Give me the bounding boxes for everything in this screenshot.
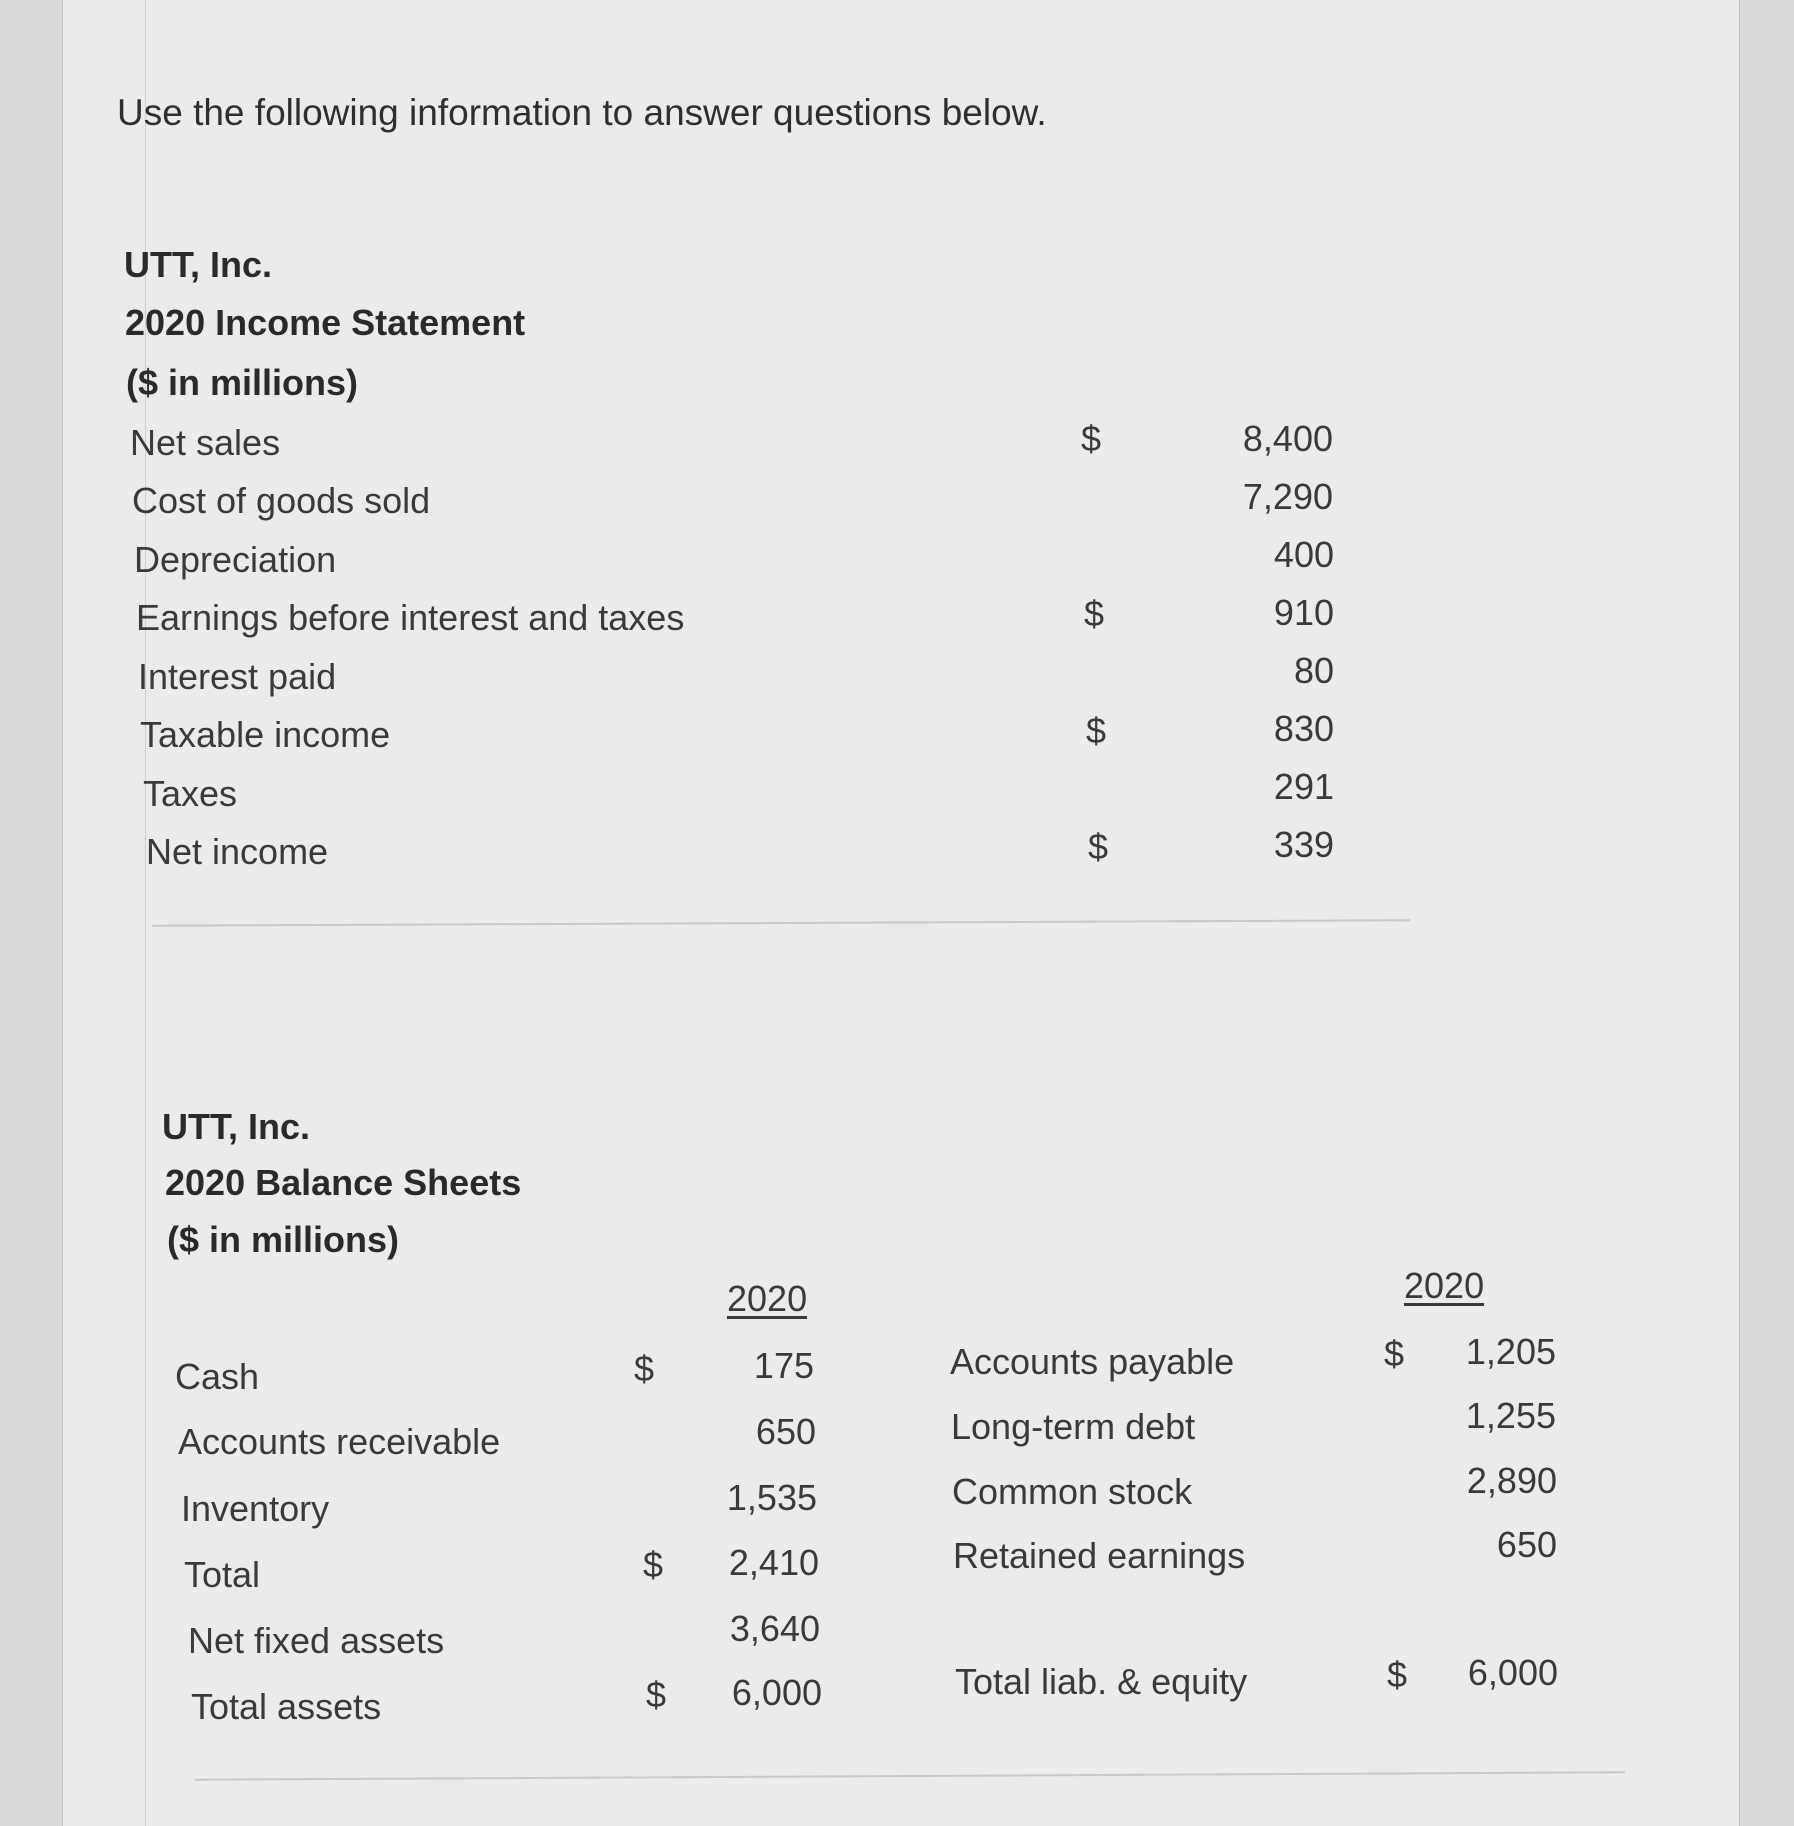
income-row-label: Interest paid bbox=[138, 656, 337, 697]
income-row-value: 830 bbox=[1273, 708, 1334, 749]
income-row-dollar: $ bbox=[1088, 826, 1109, 867]
liability-label: Total liab. & equity bbox=[955, 1661, 1248, 1702]
asset-label: Accounts receivable bbox=[178, 1421, 501, 1462]
income-row-value: 339 bbox=[1273, 824, 1334, 865]
liability-label: Accounts payable bbox=[950, 1341, 1235, 1382]
liability-label: Common stock bbox=[952, 1471, 1193, 1512]
income-row-value: 7,290 bbox=[1242, 476, 1333, 517]
income-row-label: Depreciation bbox=[134, 539, 337, 580]
asset-label: Total assets bbox=[191, 1686, 382, 1727]
liability-value: 1,255 bbox=[1465, 1395, 1556, 1436]
assets-year-header: 2020 bbox=[727, 1278, 808, 1319]
income-row-label: Taxes bbox=[143, 773, 238, 814]
liability-value: 6,000 bbox=[1467, 1652, 1558, 1693]
liability-dollar: $ bbox=[1384, 1333, 1405, 1374]
income-row-value: 910 bbox=[1273, 592, 1334, 633]
asset-value: 2,410 bbox=[728, 1542, 819, 1583]
balance-company-name: UTT, Inc. bbox=[162, 1106, 311, 1147]
asset-label: Cash bbox=[175, 1356, 260, 1397]
asset-label: Inventory bbox=[181, 1488, 330, 1529]
income-row-dollar: $ bbox=[1081, 418, 1102, 459]
liability-value: 650 bbox=[1496, 1524, 1557, 1565]
income-units: ($ in millions) bbox=[126, 362, 359, 403]
income-row-label: Net income bbox=[146, 831, 329, 872]
income-row-label: Net sales bbox=[130, 422, 281, 463]
income-row-label: Taxable income bbox=[140, 714, 391, 755]
asset-value: 175 bbox=[753, 1345, 814, 1386]
income-row-value: 291 bbox=[1273, 766, 1334, 807]
asset-value: 3,640 bbox=[729, 1608, 820, 1649]
asset-label: Total bbox=[184, 1554, 261, 1595]
asset-dollar: $ bbox=[634, 1348, 655, 1389]
balance-sheet-title: 2020 Balance Sheets bbox=[165, 1162, 522, 1203]
asset-dollar: $ bbox=[646, 1674, 667, 1715]
liability-value: 2,890 bbox=[1466, 1460, 1557, 1501]
liabilities-year-header: 2020 bbox=[1404, 1265, 1485, 1306]
asset-label: Net fixed assets bbox=[188, 1620, 445, 1661]
income-row-dollar: $ bbox=[1086, 710, 1107, 751]
intro-text: Use the following information to answer questions below. bbox=[117, 92, 1047, 133]
balance-units: ($ in millions) bbox=[167, 1219, 400, 1260]
liability-value: 1,205 bbox=[1465, 1331, 1556, 1372]
income-company-name: UTT, Inc. bbox=[124, 244, 273, 285]
income-row-value: 80 bbox=[1293, 650, 1334, 691]
income-row-label: Cost of goods sold bbox=[132, 480, 431, 521]
liability-label: Retained earnings bbox=[953, 1535, 1246, 1576]
income-row-value: 8,400 bbox=[1242, 418, 1333, 459]
income-row-label: Earnings before interest and taxes bbox=[136, 597, 685, 638]
liability-label: Long-term debt bbox=[951, 1406, 1196, 1447]
asset-dollar: $ bbox=[643, 1544, 664, 1585]
income-row-value: 400 bbox=[1273, 534, 1334, 575]
liability-dollar: $ bbox=[1387, 1654, 1408, 1695]
asset-value: 1,535 bbox=[726, 1477, 817, 1518]
asset-value: 650 bbox=[755, 1411, 816, 1452]
income-statement-title: 2020 Income Statement bbox=[125, 302, 526, 343]
asset-value: 6,000 bbox=[731, 1672, 822, 1713]
income-row-dollar: $ bbox=[1084, 593, 1105, 634]
